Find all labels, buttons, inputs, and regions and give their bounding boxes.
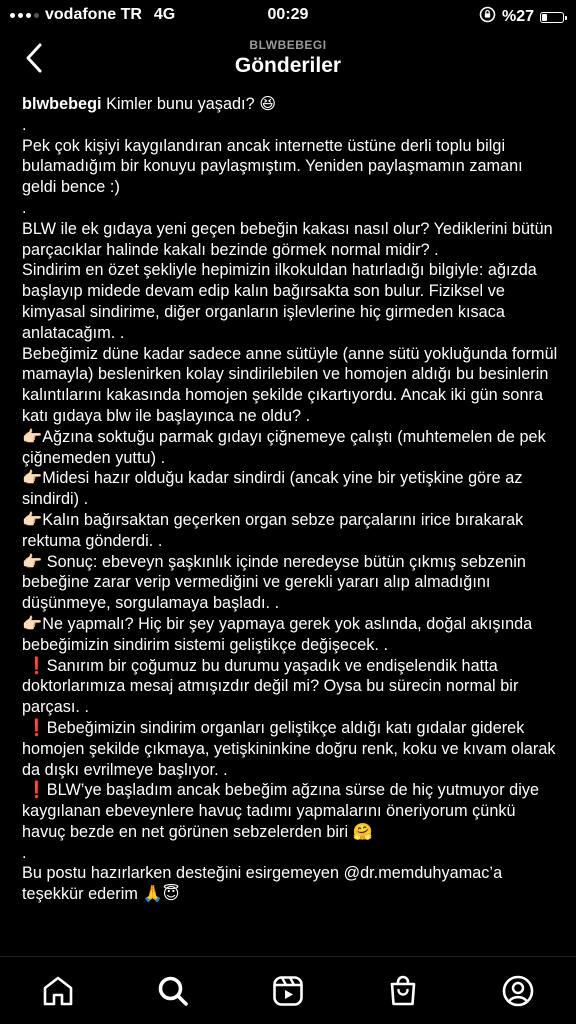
shop-icon xyxy=(386,974,420,1008)
header xyxy=(0,32,576,90)
profile-icon xyxy=(501,974,535,1008)
caption-line: ❗️Bebeğimizin sindirim organları geliştikçe aldığı katı gıdalar giderek homojen şekilde çıkmaya, yetişkininkine doğru renk, koku ve kıvam olarak da dışkı evrilmeye başlıyor. . xyxy=(22,718,561,779)
battery-level xyxy=(542,14,547,21)
caption-line: Bu postu hazırlarken desteğini esirgemeyen @dr.memduhyamac’a teşekkür ederim 🙏😇 xyxy=(22,864,507,904)
reels-icon xyxy=(271,974,305,1008)
home-icon xyxy=(41,974,75,1008)
caption-line: Pek çok kişiyi kaygılandıran ancak internette üstüne derli toplu bilgi bulamadığım bir konuyu paylaşmıştım. Yeniden paylaşmamın zamanı geldi bence :) xyxy=(22,136,528,197)
caption-line: . xyxy=(22,198,27,217)
status-right xyxy=(479,6,564,28)
battery-percent: %27 xyxy=(501,8,534,25)
caption-line: 👉🏻 Sonuç: ebeveyn şaşkınlık içinde neredeyse bütün çıkmış sebzenin bebeğine zarar verip vermediğini ve gerekli yararı alıp almadığını düşünmeye, sorgulamaya başladı. . xyxy=(22,552,531,613)
caption-line: Bebeğimiz düne kadar sadece anne sütüyle (anne sütü yokluğunda formül mamayla) beslenirken kolay sindirilebilen ve homojen aldığı bu besinlerin kalıntılarını kakasında homojen şekilde çıkartıyordu. Ancak iki gün sonra katı gıdaya blw ile başlayınca ne oldu? . xyxy=(22,344,562,425)
post-caption xyxy=(22,94,562,956)
bottom-nav xyxy=(0,956,576,1024)
caption-line: 👉🏻Midesi hazır olduğu kadar sindirdi (ancak yine bir yetişkine göre az sindirdi) . xyxy=(22,469,528,509)
network-type: 4G xyxy=(153,6,176,23)
nav-shop[interactable] xyxy=(381,971,425,1011)
caption-line: 👉🏻Kalın bağırsaktan geçerken organ sebze parçalarını irice bırakarak rektuma gönderdi. . xyxy=(22,510,528,550)
status-time: 00:29 xyxy=(267,6,309,23)
nav-home[interactable] xyxy=(36,971,80,1011)
account-name: BLWBEBEGI xyxy=(249,38,327,52)
page-title: Gönderiler xyxy=(234,54,342,77)
nav-profile[interactable] xyxy=(496,971,540,1011)
caption-line: Kimler bunu yaşadı? 😆 xyxy=(101,95,277,113)
username-link[interactable]: blwbebegi xyxy=(22,95,102,113)
caption-line: 👉🏻Ağzına soktuğu parmak gıdayı çiğnemeye çalıştı (muhtemelen de pek çiğnemeden yuttu) . xyxy=(22,427,551,467)
caption-line: ❗️BLW’ye başladım ancak bebeğim ağzına sürse de hiç yutmuyor diye kaygılanan ebeveynlere havuç tadımı yapmalarını öneriyorum çünkü havuç bezde en net görünen sebzelerden biri 🤗 xyxy=(22,781,544,841)
search-icon xyxy=(156,974,190,1008)
caption-line: 👉🏻Ne yapmalı? Hiç bir şey yapmaya gerek yok aslında, doğal akışında bebeğimizin sindirim sistemi geliştikçe değişecek. . xyxy=(22,614,537,654)
battery-icon xyxy=(540,12,564,23)
carrier-name: vodafone TR xyxy=(45,6,142,23)
caption-line: . xyxy=(22,115,27,134)
nav-search[interactable] xyxy=(151,971,195,1011)
caption-line: Sindirim en özet şekliyle hepimizin ilkokuldan hatırladığı bilgiyle: ağızda başlayıp midede devam edip kalın bağırsakta son bulur. Fiziksel ve kimyasal sindirime, diğer organların işlevlerine hiç girmeden kısaca anlatacağım. . xyxy=(22,261,542,342)
caption-first-line xyxy=(22,94,558,115)
caption-line: ❗️Sanırım bir çoğumuz bu durumu yaşadık ve endişelendik hatta doktorlarımıza mesaj atmışızdır değil mi? Oysa bu sürecin normal bir parçası. . xyxy=(22,656,523,717)
nav-reels[interactable] xyxy=(266,971,310,1011)
orientation-lock-icon xyxy=(479,6,496,28)
status-bar xyxy=(0,0,576,32)
caption-line: BLW ile ek gıdaya yeni geçen bebeğin kakası nasıl olur? Yediklerini bütün parçacıklar halinde kakalı bezinde görmek normal midir? . xyxy=(22,219,558,259)
caption-line: . xyxy=(22,843,27,862)
